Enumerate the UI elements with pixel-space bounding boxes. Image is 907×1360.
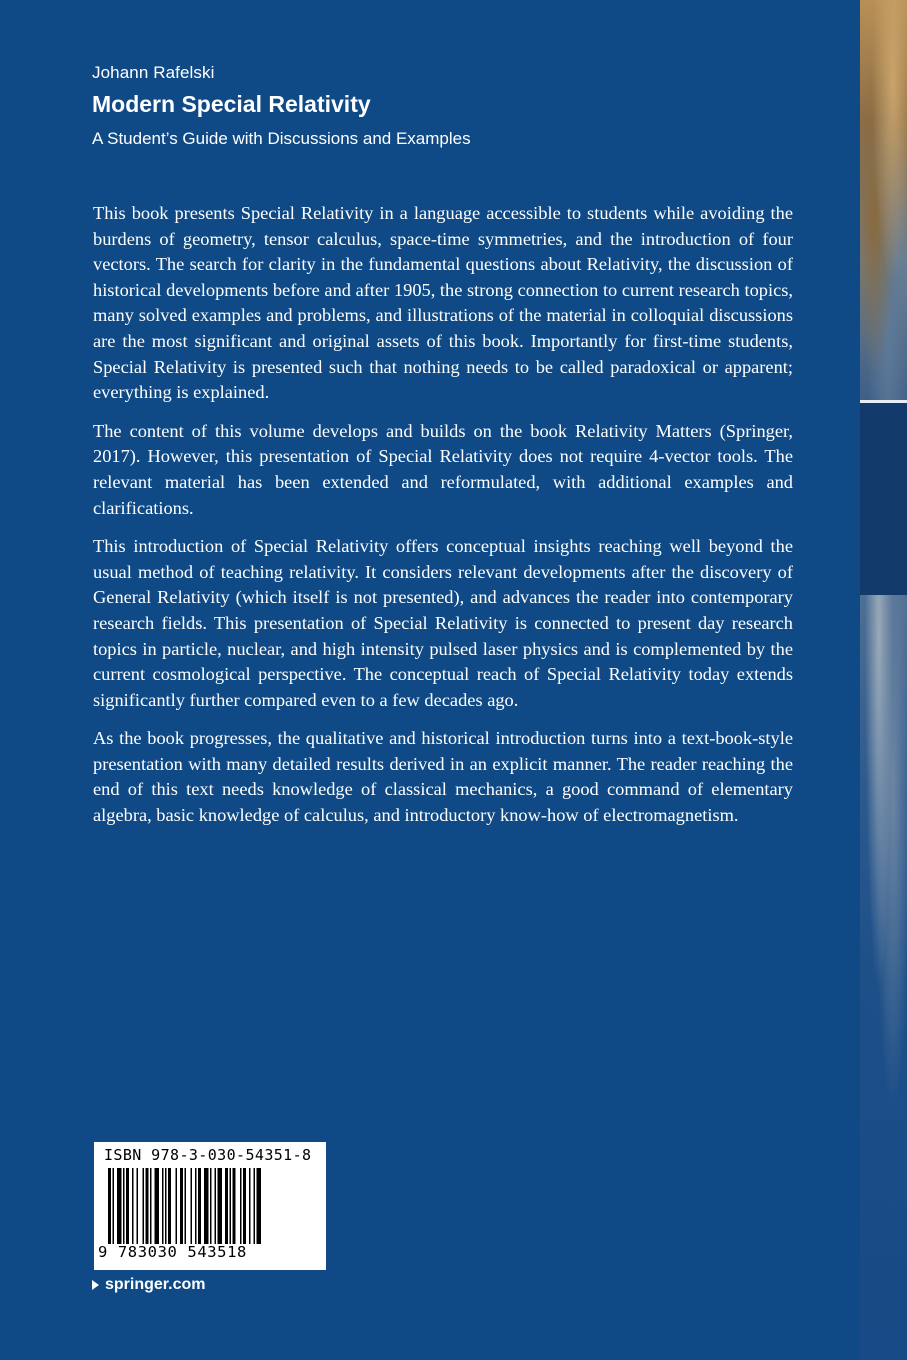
barcode-digits: 9 783030 543518: [98, 1243, 247, 1261]
description-paragraph-2: The content of this volume develops and builds on the book Relativity Matters (Springer, 2017). However, this presentation of Special Relativity does not require 4-vector tools. The relevant material has been extended and reformulated, with additional examples and clarifications.: [93, 420, 793, 518]
spine-band: [860, 403, 907, 595]
isbn-label: ISBN 978-3-030-54351-8: [104, 1146, 312, 1164]
book-subtitle: A Student’s Guide with Discussions and Examples: [92, 129, 471, 148]
description-paragraph-4: As the book progresses, the qualitative and historical introduction turns into a text-book-style presentation with many detailed results derived in an explicit manner. The reader reaching the end of this text needs knowledge of classical mechanics, a good command of elementary algebra, basic knowledge of calculus, and introductory know-how of electromagnetism.: [93, 728, 793, 826]
publisher-link-text[interactable]: springer.com: [105, 1276, 206, 1293]
author-name: Johann Rafelski: [92, 63, 215, 82]
barcode-bars: [108, 1168, 312, 1244]
description-paragraph-1: This book presents Special Relativity in a language accessible to students while avoiding the burdens of geometry, tensor calculus, space-time symmetries, and the introduction of four vectors. The search for clarity in the fundamental questions about Relativity, the discussion of historical developments before and after 1905, the strong connection to current research topics, many solved examples and problems, and illustrations of the material in colloquial discussions are the most significant and original assets of this book. Importantly for first-time students, Special Relativity is presented such that nothing needs to be called paradoxical or apparent; everything is explained.: [93, 203, 793, 403]
description-paragraph-3: This introduction of Special Relativity offers conceptual insights reaching well beyond the usual method of teaching relativity. It considers relevant developments after the discovery of General Relativity (which itself is not presented), and advances the reader into contemporary research fields. This presentation of Special Relativity is connected to present day research topics in particle, nuclear, and high intensity pulsed laser physics and is complemented by the current cosmological perspective. The conceptual reach of Special Relativity today extends significantly further compared even to a few decades ago.: [93, 536, 793, 710]
book-title: Modern Special Relativity: [92, 91, 371, 117]
spine-artwork-top: [860, 0, 907, 400]
spine-strip: [860, 0, 907, 1360]
spine-artwork-bottom: [860, 595, 907, 1360]
description-text: [93, 201, 793, 842]
barcode-block: [94, 1142, 326, 1270]
publisher-link[interactable]: [92, 1276, 205, 1294]
arrow-right-icon: [92, 1280, 99, 1290]
